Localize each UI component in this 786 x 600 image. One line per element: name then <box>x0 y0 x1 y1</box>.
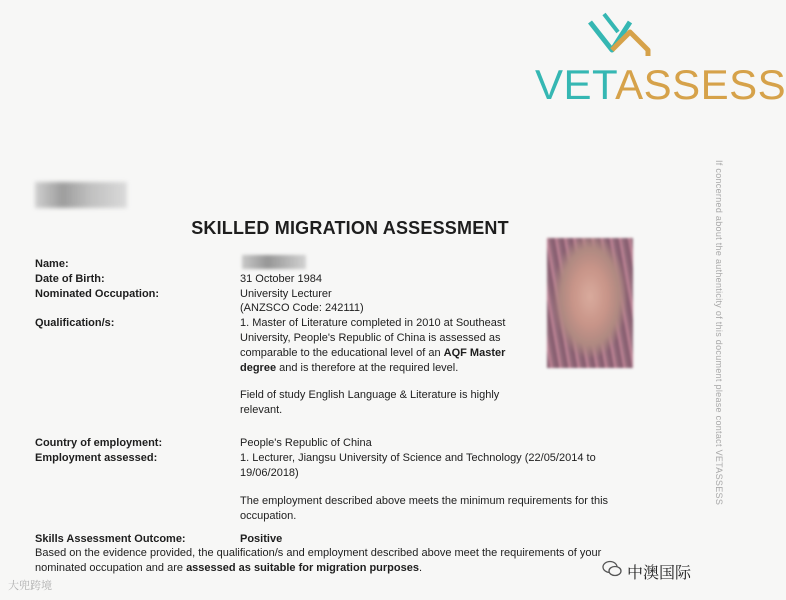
employment-note: The employment described above meets the minimum requirements for this occupation. <box>240 495 609 522</box>
watermark-right: 中澳国际 <box>627 565 692 582</box>
occupation-value: University Lecturer <box>240 288 332 300</box>
qualification-label: Qualification/s: <box>35 317 115 329</box>
authenticity-note-text: If concerned about the authenticity of this document please contact VETASSESS <box>714 160 724 506</box>
dob-value: 31 October 1984 <box>240 273 322 285</box>
anzsco-code: (ANZSCO Code: 242111) <box>240 302 364 314</box>
document-title: SKILLED MIGRATION ASSESSMENT <box>191 218 509 238</box>
occupation-label: Nominated Occupation: <box>35 288 160 300</box>
dob-label: Date of Birth: <box>35 273 105 285</box>
watermark-left <box>8 577 52 593</box>
conclusion-main: Based on the evidence provided, the qualification/s and employment described above meet the requirements of your nominated occupation and are <box>35 547 602 574</box>
conclusion-bold: assessed as suitable for migration purposes <box>186 562 419 574</box>
redacted-reference <box>35 182 127 208</box>
conclusion-text <box>35 546 650 576</box>
redacted-name <box>242 255 306 269</box>
logo-assess: ASSESS <box>615 61 786 108</box>
employment-value: 1. Lecturer, Jiangsu University of Science and Technology (22/05/2014 to 19/06/2018) <box>240 452 596 479</box>
applicant-photo <box>547 238 633 368</box>
aqf-level: AQF Master degree <box>240 347 506 374</box>
conclusion-end: . <box>418 562 423 574</box>
qualification-text-end: and is therefore at the required level. <box>276 362 459 374</box>
watermark-left-text: 大兜跨境 <box>8 580 52 592</box>
wechat-icon <box>602 560 622 578</box>
outcome-label: Skills Assessment Outcome: <box>35 533 186 545</box>
vetassess-logo-text <box>535 61 786 108</box>
employment-label: Employment assessed: <box>35 452 158 464</box>
qualification-value <box>240 316 540 376</box>
outcome-value: Positive <box>240 533 283 545</box>
authenticity-note <box>712 160 724 580</box>
country-label: Country of employment: <box>35 437 163 449</box>
logo-vet: VET <box>535 61 616 108</box>
name-label: Name: <box>35 258 69 270</box>
field-of-study: Field of study English Language & Literature is highly relevant. <box>240 389 500 416</box>
vetassess-logo-mark-icon <box>586 10 658 64</box>
qualification-text: 1. Master of Literature completed in 2010 at Southeast University, People's Republic of China is assessed as comparable to the educational level of an <box>240 317 506 359</box>
country-value: People's Republic of China <box>240 437 372 449</box>
